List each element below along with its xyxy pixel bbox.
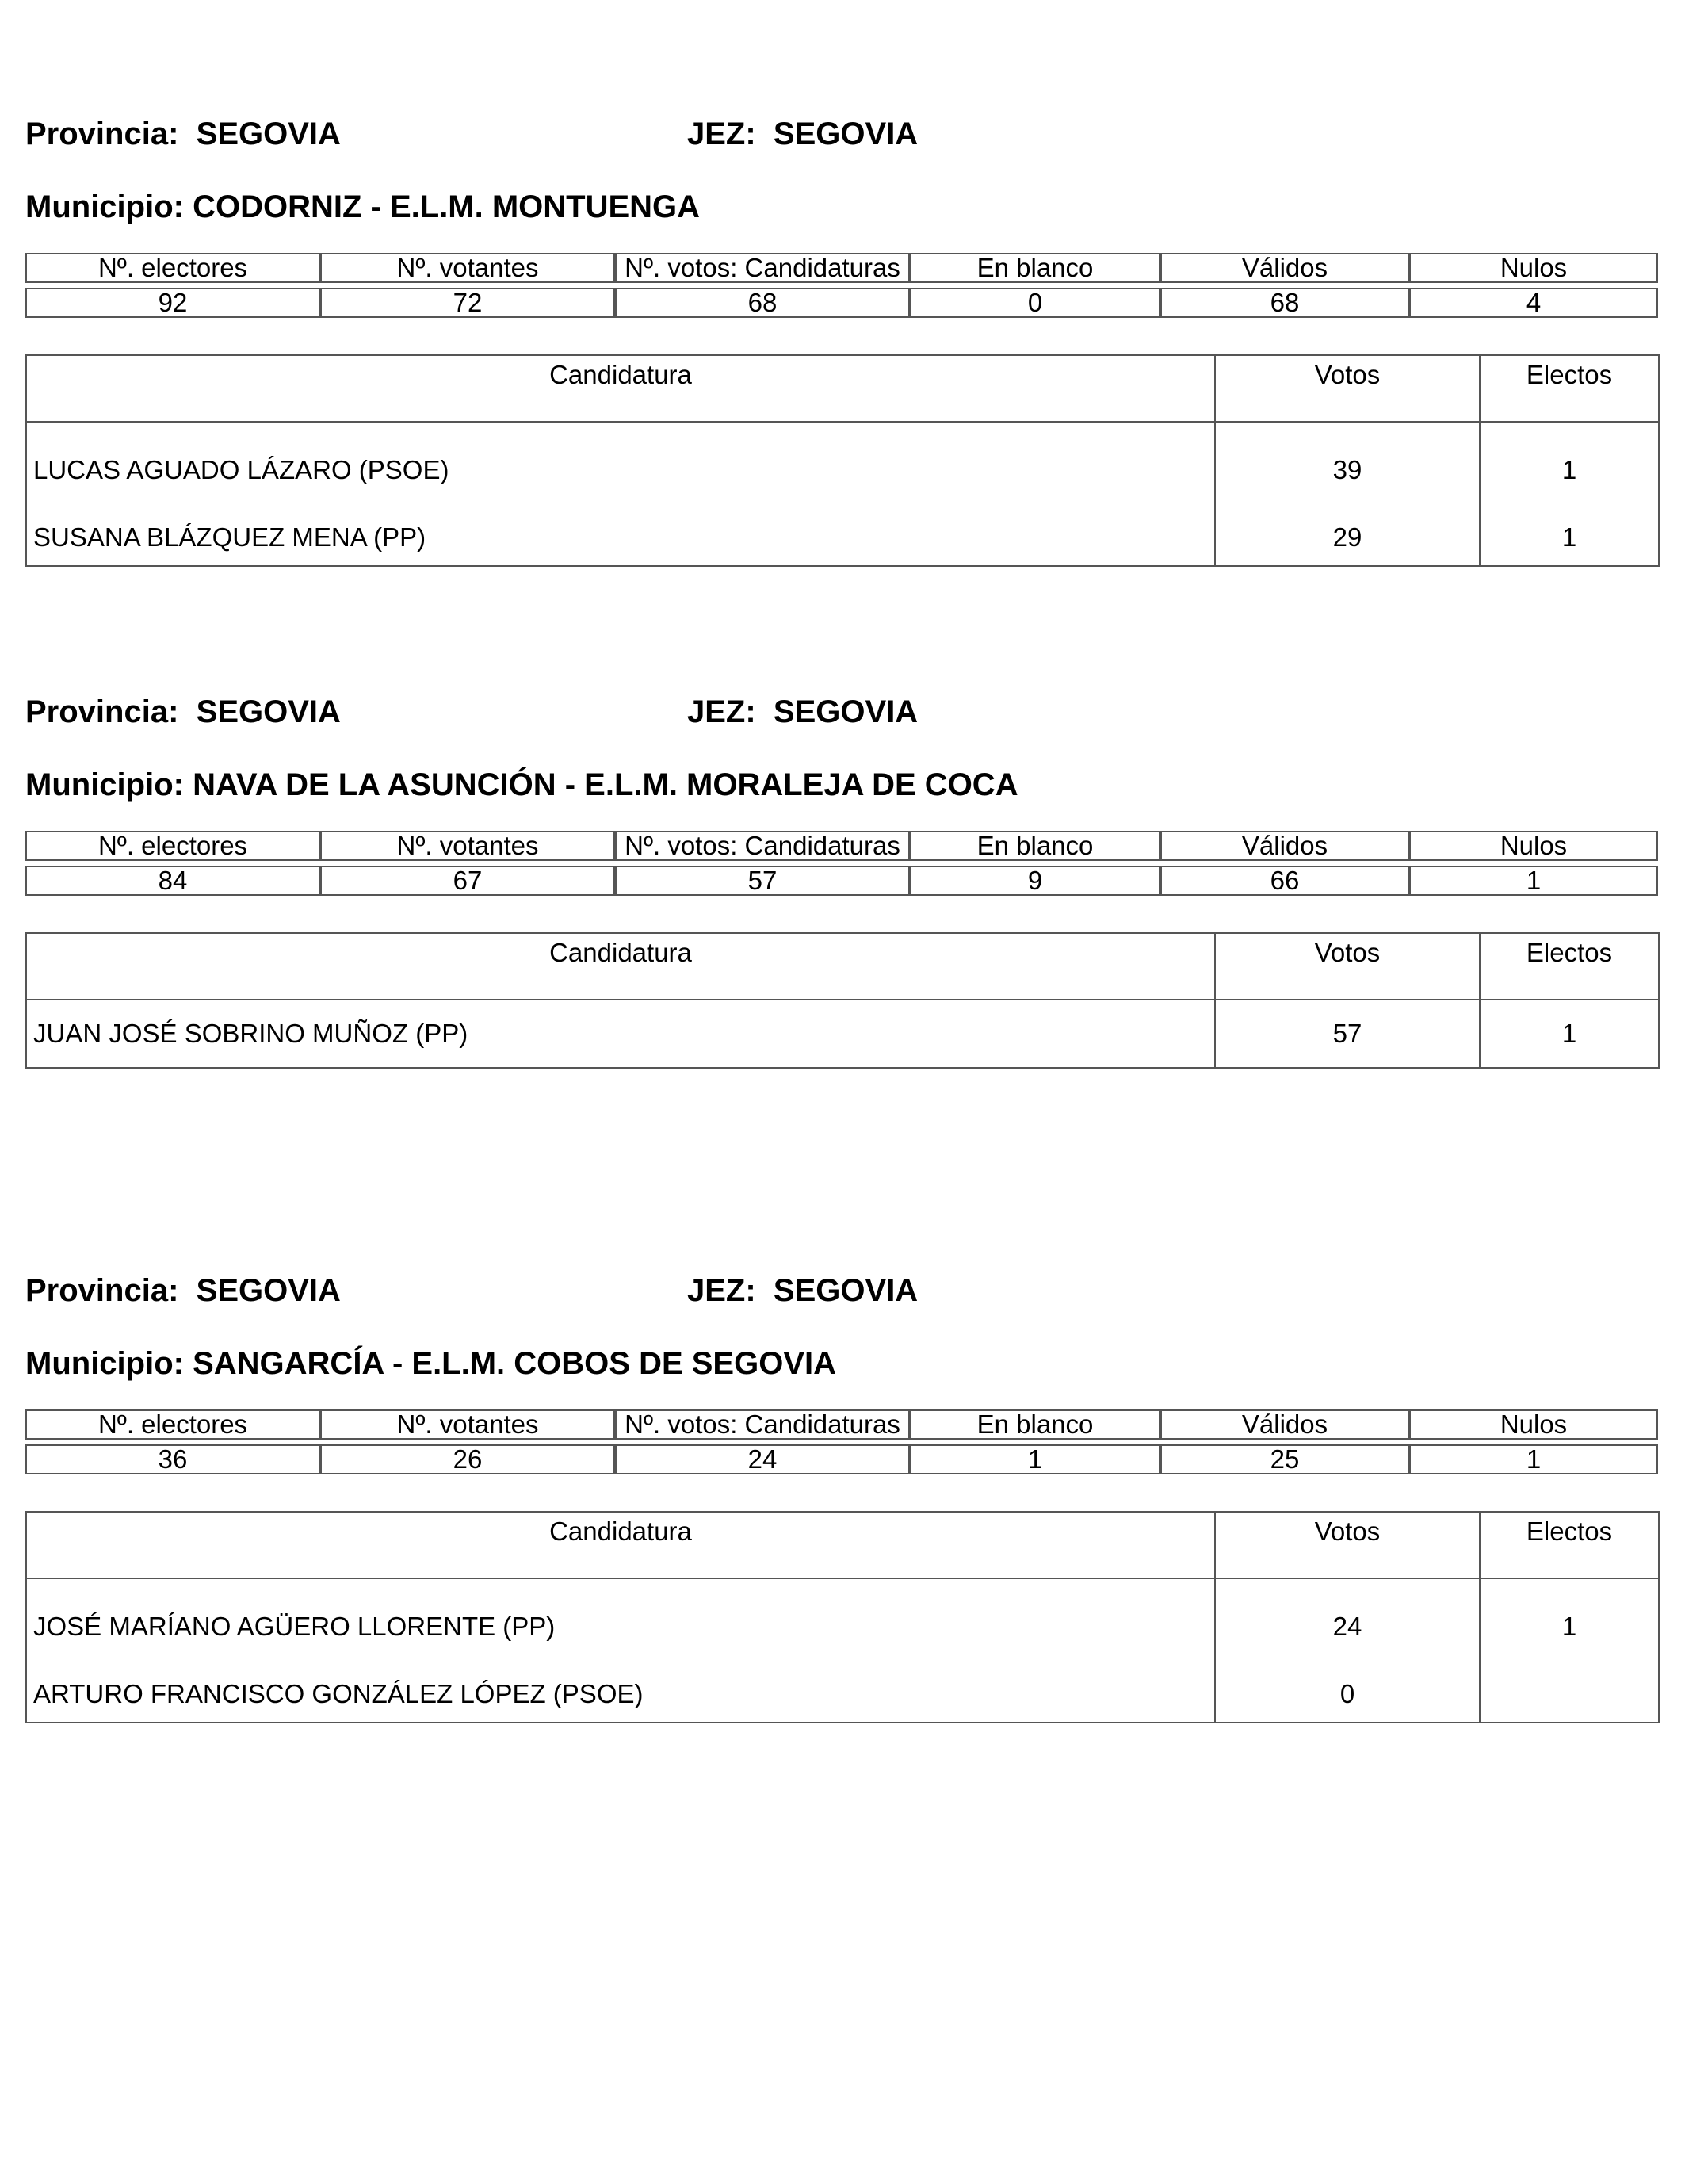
candidates-header-row xyxy=(26,1512,1659,1578)
province-line xyxy=(25,690,1658,734)
header-candidatura: Candidatura xyxy=(26,933,1215,1000)
candidate-electos: 1 xyxy=(1480,1578,1659,1666)
provincia-label: Provincia: xyxy=(25,1273,179,1308)
jez-value: SEGOVIA xyxy=(773,694,919,729)
candidate-name: SUSANA BLÁZQUEZ MENA (PP) xyxy=(26,510,1215,566)
header-electores: Nº. electores xyxy=(25,1409,320,1440)
candidate-electos xyxy=(1480,1666,1659,1723)
table-row xyxy=(26,1578,1659,1666)
value-votantes: 67 xyxy=(320,866,615,896)
header-validos: Válidos xyxy=(1160,253,1409,283)
table-row xyxy=(26,1666,1659,1723)
municipio-label: Municipio: xyxy=(25,767,184,802)
municipio-label: Municipio: xyxy=(25,1346,184,1381)
candidate-votos: 39 xyxy=(1215,422,1480,510)
summary-header-row xyxy=(25,831,1658,861)
summary-table xyxy=(25,1409,1658,1474)
header-electos: Electos xyxy=(1480,933,1659,1000)
header-votos: Votos xyxy=(1215,355,1480,422)
municipio-value: SANGARCÍA - E.L.M. COBOS DE SEGOVIA xyxy=(193,1346,837,1381)
jez-field xyxy=(687,112,918,156)
header-votos: Votos xyxy=(1215,933,1480,1000)
candidate-electos: 1 xyxy=(1480,510,1659,566)
header-electores: Nº. electores xyxy=(25,253,320,283)
provincia-label: Provincia: xyxy=(25,117,179,151)
header-en-blanco: En blanco xyxy=(910,253,1160,283)
header-en-blanco: En blanco xyxy=(910,831,1160,861)
provincia-field xyxy=(25,690,341,734)
municipio-label: Municipio: xyxy=(25,189,184,224)
jez-label: JEZ: xyxy=(687,117,756,151)
candidate-name: JOSÉ MARÍANO AGÜERO LLORENTE (PP) xyxy=(26,1578,1215,1666)
value-nulos: 4 xyxy=(1409,288,1658,318)
header-votos-candidaturas: Nº. votos: Candidaturas xyxy=(615,1409,910,1440)
candidates-header-row xyxy=(26,355,1659,422)
header-votos-candidaturas: Nº. votos: Candidaturas xyxy=(615,831,910,861)
municipio-value: NAVA DE LA ASUNCIÓN - E.L.M. MORALEJA DE COCA xyxy=(193,767,1018,802)
summary-values-row xyxy=(25,866,1658,896)
provincia-value: SEGOVIA xyxy=(196,694,341,729)
header-votantes: Nº. votantes xyxy=(320,253,615,283)
election-block-1 xyxy=(25,112,1658,567)
jez-label: JEZ: xyxy=(687,694,756,729)
candidate-electos: 1 xyxy=(1480,1000,1659,1068)
header-validos: Válidos xyxy=(1160,1409,1409,1440)
header-votantes: Nº. votantes xyxy=(320,831,615,861)
municipio-line xyxy=(25,763,1658,807)
candidate-electos: 1 xyxy=(1480,422,1659,510)
header-electos: Electos xyxy=(1480,1512,1659,1578)
value-votos-candidaturas: 57 xyxy=(615,866,910,896)
header-nulos: Nulos xyxy=(1409,1409,1658,1440)
table-row xyxy=(26,422,1659,510)
value-electores: 36 xyxy=(25,1444,320,1474)
candidates-table xyxy=(25,932,1660,1069)
value-nulos: 1 xyxy=(1409,1444,1658,1474)
province-line xyxy=(25,112,1658,156)
table-row xyxy=(26,510,1659,566)
provincia-field xyxy=(25,1268,341,1313)
value-validos: 68 xyxy=(1160,288,1409,318)
table-row xyxy=(26,1000,1659,1068)
header-votos-candidaturas: Nº. votos: Candidaturas xyxy=(615,253,910,283)
header-votos: Votos xyxy=(1215,1512,1480,1578)
election-block-3 xyxy=(25,1268,1658,1723)
candidates-table xyxy=(25,1511,1660,1723)
summary-header-row xyxy=(25,253,1658,283)
header-nulos: Nulos xyxy=(1409,253,1658,283)
candidate-votos: 57 xyxy=(1215,1000,1480,1068)
value-validos: 66 xyxy=(1160,866,1409,896)
value-en-blanco: 0 xyxy=(910,288,1160,318)
provincia-label: Provincia: xyxy=(25,694,179,729)
header-en-blanco: En blanco xyxy=(910,1409,1160,1440)
summary-values-row xyxy=(25,1444,1658,1474)
value-votos-candidaturas: 24 xyxy=(615,1444,910,1474)
header-electores: Nº. electores xyxy=(25,831,320,861)
municipio-line xyxy=(25,1341,1658,1386)
provincia-value: SEGOVIA xyxy=(196,117,341,151)
jez-value: SEGOVIA xyxy=(773,117,919,151)
municipio-value: CODORNIZ - E.L.M. MONTUENGA xyxy=(193,189,701,224)
header-votantes: Nº. votantes xyxy=(320,1409,615,1440)
value-en-blanco: 9 xyxy=(910,866,1160,896)
province-line xyxy=(25,1268,1658,1313)
candidate-votos: 0 xyxy=(1215,1666,1480,1723)
value-nulos: 1 xyxy=(1409,866,1658,896)
candidate-name: JUAN JOSÉ SOBRINO MUÑOZ (PP) xyxy=(26,1000,1215,1068)
candidates-table xyxy=(25,354,1660,567)
municipio-line xyxy=(25,185,1658,229)
candidate-votos: 24 xyxy=(1215,1578,1480,1666)
value-votos-candidaturas: 68 xyxy=(615,288,910,318)
header-nulos: Nulos xyxy=(1409,831,1658,861)
summary-header-row xyxy=(25,1409,1658,1440)
value-en-blanco: 1 xyxy=(910,1444,1160,1474)
value-electores: 84 xyxy=(25,866,320,896)
header-electos: Electos xyxy=(1480,355,1659,422)
value-validos: 25 xyxy=(1160,1444,1409,1474)
value-electores: 92 xyxy=(25,288,320,318)
candidate-name: LUCAS AGUADO LÁZARO (PSOE) xyxy=(26,422,1215,510)
jez-label: JEZ: xyxy=(687,1273,756,1308)
summary-values-row xyxy=(25,288,1658,318)
candidates-header-row xyxy=(26,933,1659,1000)
summary-table xyxy=(25,831,1658,896)
provincia-field xyxy=(25,112,341,156)
jez-field xyxy=(687,690,918,734)
summary-table xyxy=(25,253,1658,318)
header-candidatura: Candidatura xyxy=(26,355,1215,422)
header-validos: Válidos xyxy=(1160,831,1409,861)
value-votantes: 72 xyxy=(320,288,615,318)
header-candidatura: Candidatura xyxy=(26,1512,1215,1578)
value-votantes: 26 xyxy=(320,1444,615,1474)
jez-value: SEGOVIA xyxy=(773,1273,919,1308)
candidate-votos: 29 xyxy=(1215,510,1480,566)
jez-field xyxy=(687,1268,918,1313)
candidate-name: ARTURO FRANCISCO GONZÁLEZ LÓPEZ (PSOE) xyxy=(26,1666,1215,1723)
election-block-2 xyxy=(25,690,1658,1069)
provincia-value: SEGOVIA xyxy=(196,1273,341,1308)
